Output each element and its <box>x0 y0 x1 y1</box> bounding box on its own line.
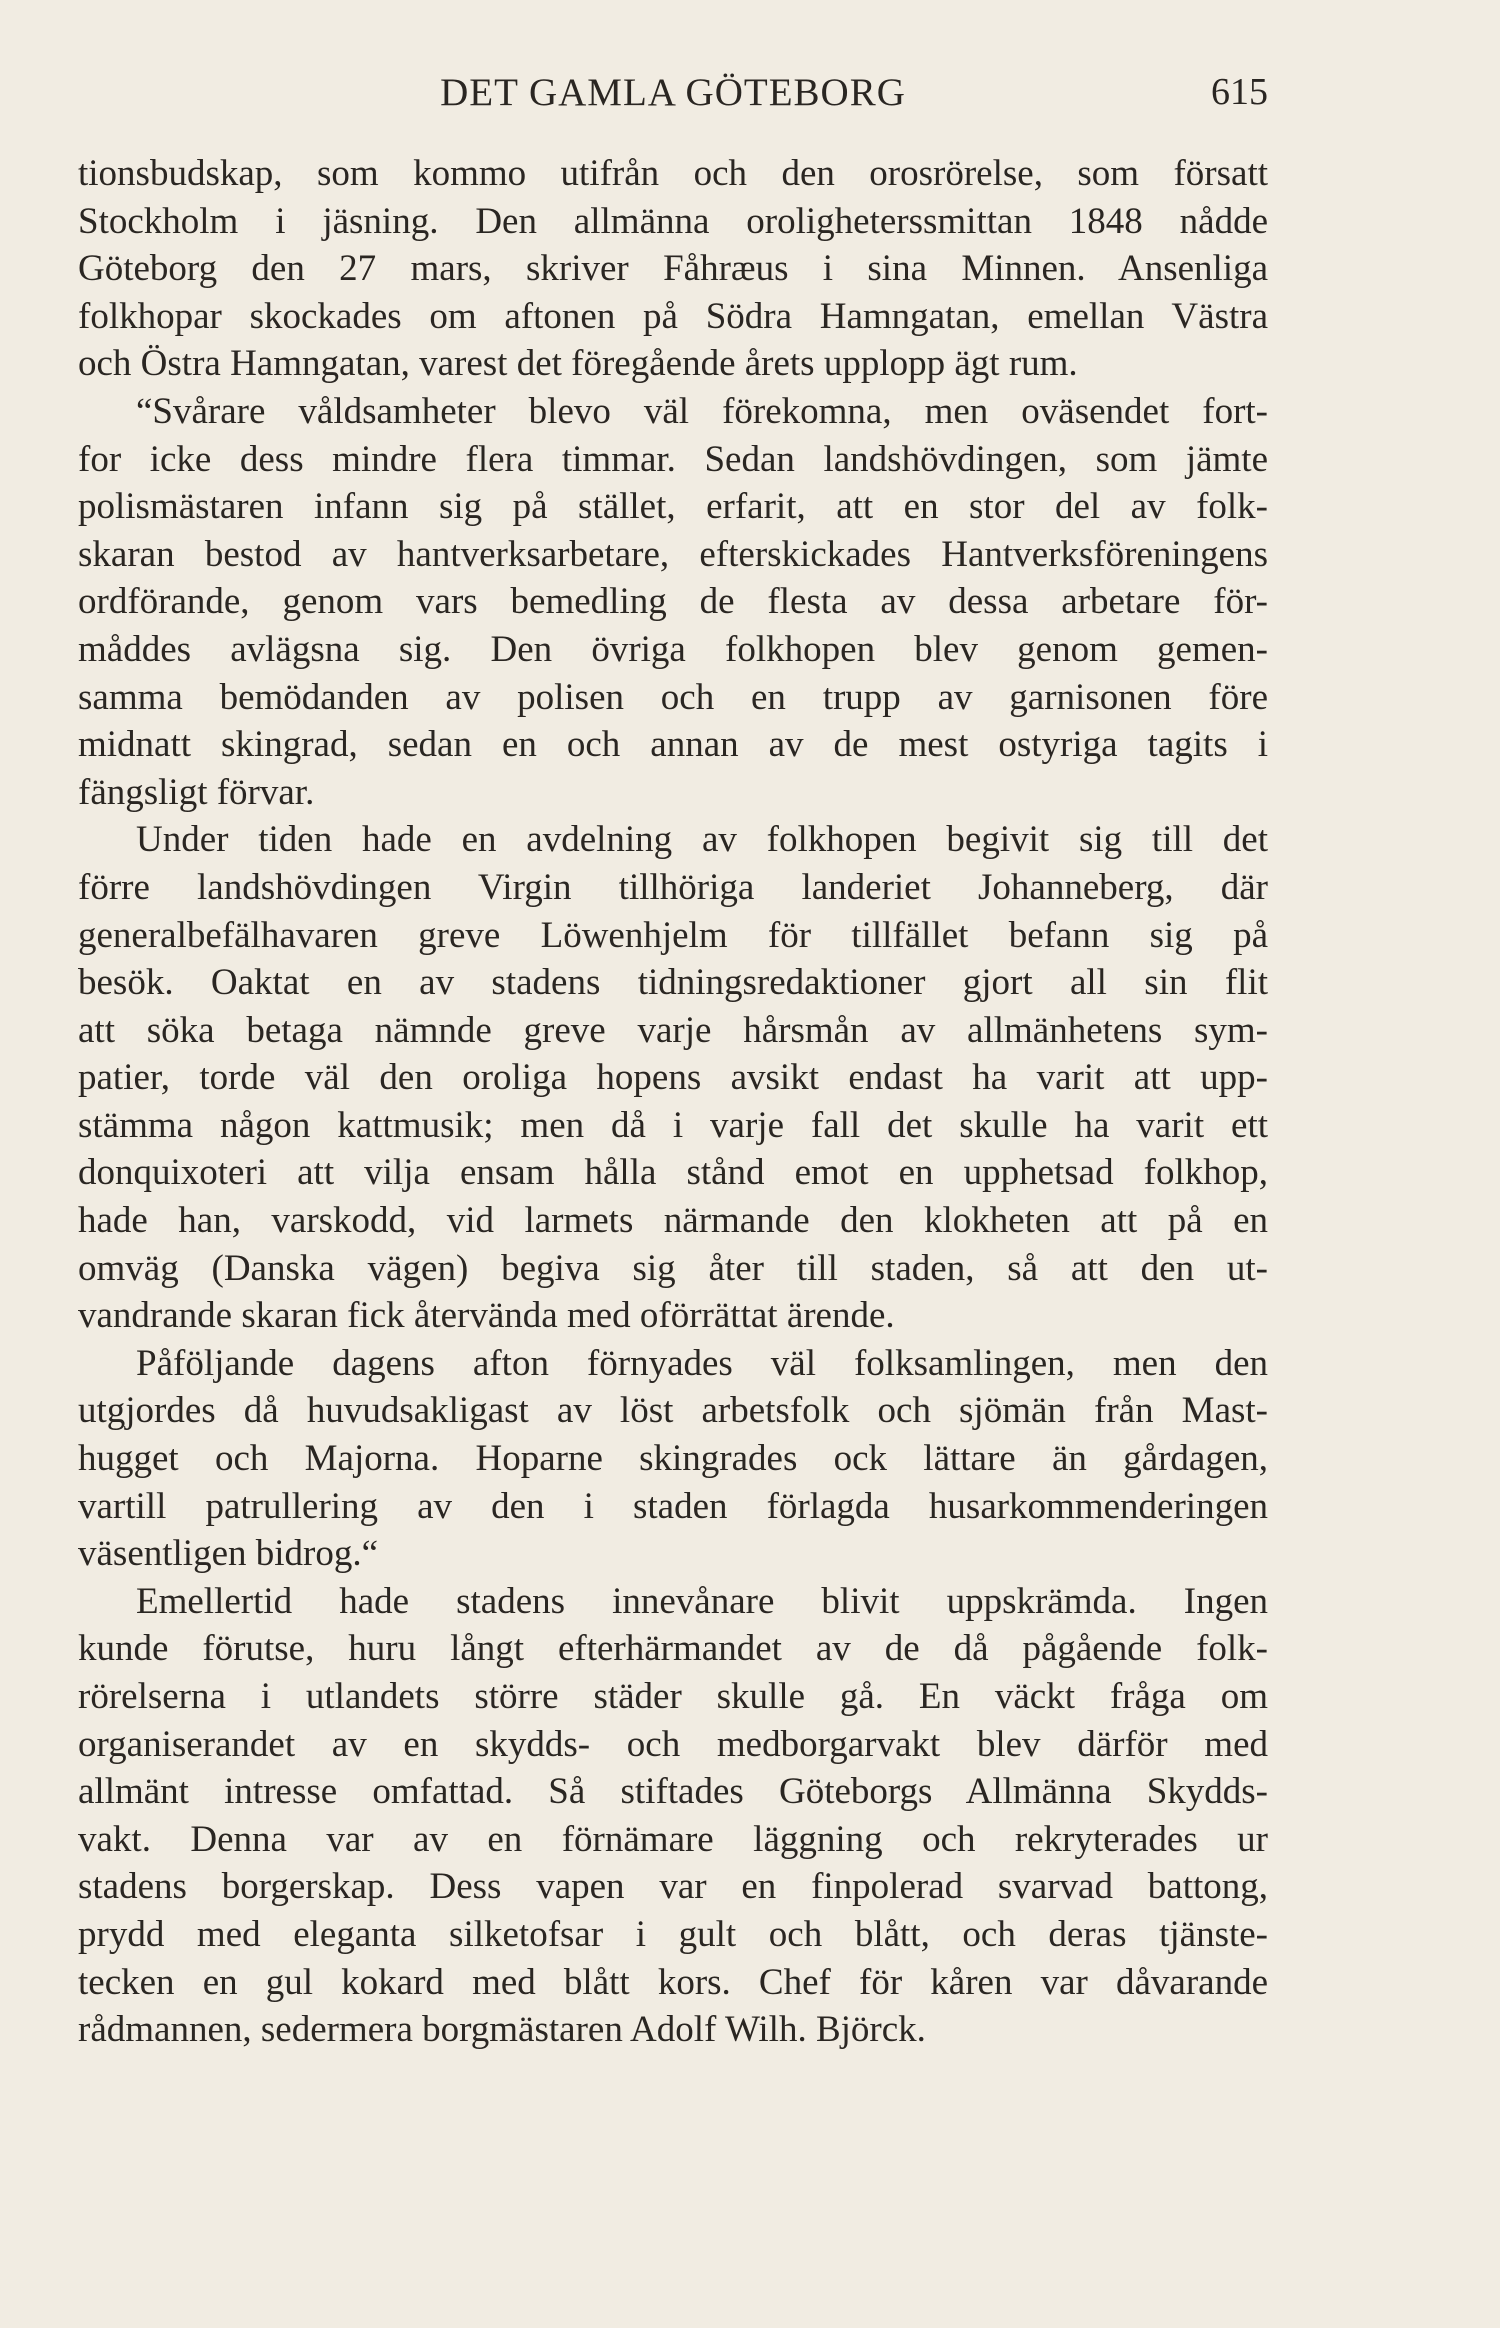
text-line: rådmannen, sedermera borgmästaren Adolf Wilh. Björck. <box>78 2009 926 2051</box>
text-line: Stockholm i jäsning. Den allmänna oroligheterssmittan 1848 nådde <box>78 200 1268 242</box>
text-line: organiserandet av en skydds- och medborgarvakt blev därför med <box>78 1723 1268 1765</box>
text-line: vandrande skaran fick återvända med oförrättat ärende. <box>78 1295 895 1337</box>
text-line: Emellertid hade stadens innevånare blivit uppskrämda. Ingen <box>136 1580 1268 1622</box>
text-line: “Svårare våldsamheter blevo väl förekomna, men oväsendet fort- <box>136 390 1268 432</box>
text-line: hugget och Majorna. Hoparne skingrades ock lättare än gårdagen, <box>78 1438 1268 1480</box>
text-line: fängsligt förvar. <box>78 771 315 813</box>
text-line: skaran bestod av hantverksarbetare, efterskickades Hantverksföreningens <box>78 533 1268 575</box>
text-line: folkhopar skockades om aftonen på Södra Hamngatan, emellan Västra <box>78 295 1268 337</box>
text-line: generalbefälhavaren greve Löwenhjelm för tillfället befann sig på <box>78 914 1268 956</box>
text-line: prydd med eleganta silketofsar i gult och blått, och deras tjänste- <box>78 1913 1268 1955</box>
page-number: 615 <box>1211 71 1268 113</box>
text-line: samma bemödanden av polisen och en trupp av garnisonen före <box>78 676 1268 718</box>
text-line: omväg (Danska vägen) begiva sig åter till staden, så att den ut- <box>78 1247 1268 1289</box>
text-line: utgjordes då huvudsakligast av löst arbetsfolk och sjömän från Mast- <box>78 1390 1268 1432</box>
text-line: kunde förutse, huru långt efterhärmandet av de då pågående folk- <box>78 1628 1268 1670</box>
text-line: tionsbudskap, som kommo utifrån och den orosrörelse, som försatt <box>78 153 1268 194</box>
text-line: donquixoteri att vilja ensam hålla stånd emot en upphetsad folkhop, <box>78 1152 1268 1194</box>
page-header <box>78 70 1268 120</box>
text-line: allmänt intresse omfattad. Så stiftades Göteborgs Allmänna Skydds- <box>78 1771 1268 1813</box>
text-line: besök. Oaktat en av stadens tidningsredaktioner gjort all sin flit <box>78 962 1268 1004</box>
running-title: DET GAMLA GÖTEBORG <box>440 71 906 114</box>
text-line: for icke dess mindre flera timmar. Sedan landshövdingen, som jämte <box>78 438 1268 480</box>
text-line: Under tiden hade en avdelning av folkhopen begivit sig till det <box>136 819 1268 861</box>
text-line: förre landshövdingen Virgin tillhöriga landeriet Johanneberg, där <box>78 866 1268 908</box>
text-line: Göteborg den 27 mars, skriver Fåhræus i sina Minnen. Ansenliga <box>78 248 1268 290</box>
text-line: vakt. Denna var av en förnämare läggning och rekryterades ur <box>78 1818 1268 1860</box>
text-line: att söka betaga nämnde greve varje hårsmån av allmänhetens sym- <box>78 1009 1268 1051</box>
text-line: patier, torde väl den oroliga hopens avsikt endast ha varit att upp- <box>78 1057 1268 1099</box>
text-line: midnatt skingrad, sedan en och annan av de mest ostyriga tagits i <box>78 724 1268 766</box>
text-line: stadens borgerskap. Dess vapen var en finpolerad svarvad battong, <box>78 1866 1268 1908</box>
text-line: rörelserna i utlandets större städer skulle gå. En väckt fråga om <box>78 1676 1268 1717</box>
text-line: tecken en gul kokard med blått kors. Chef för kåren var dåvarande <box>78 1961 1268 2003</box>
text-line: hade han, varskodd, vid larmets närmande den klokheten att på en <box>78 1200 1268 1242</box>
text-line: Påföljande dagens afton förnyades väl folksamlingen, men den <box>136 1342 1268 1384</box>
text-line: stämma någon kattmusik; men då i varje fall det skulle ha varit ett <box>78 1104 1268 1146</box>
text-line: och Östra Hamngatan, varest det föregående årets upplopp ägt rum. <box>78 343 1078 385</box>
text-line: väsentligen bidrog.“ <box>78 1533 379 1575</box>
body-text <box>78 150 1268 2054</box>
text-line: polismästaren infann sig på stället, erfarit, att en stor del av folk- <box>78 486 1268 528</box>
text-line: måddes avlägsna sig. Den övriga folkhopen blev genom gemen- <box>78 628 1268 670</box>
text-line: ordförande, genom vars bemedling de flesta av dessa arbetare för- <box>78 581 1268 623</box>
text-line: vartill patrullering av den i staden förlagda husarkommenderingen <box>78 1485 1268 1527</box>
